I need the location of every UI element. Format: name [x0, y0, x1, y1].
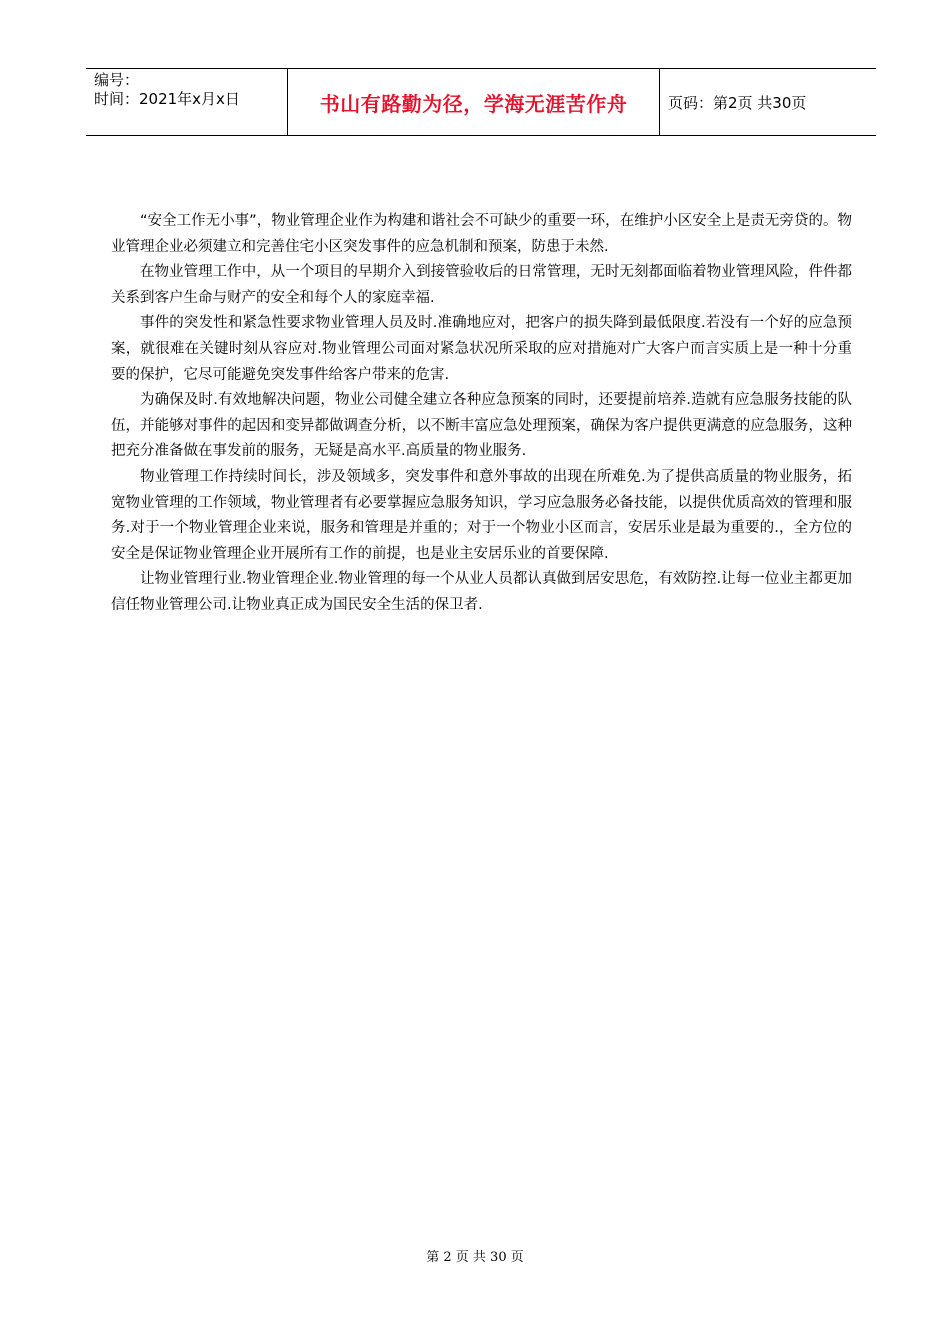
- body-paragraph: 事件的突发性和紧急性要求物业管理人员及时.准确地应对，把客户的损失降到最低限度.若没有一个好的应急预案，就很难在关键时刻从容应对.物业管理公司面对紧急状况所采取的应对措施对广大客户而言实质上是一种十分重要的保护，它尽可能避免突发事件给客户带来的危害.: [111, 315, 852, 383]
- document-number-label: 编号：: [94, 71, 140, 89]
- body-paragraph: 让物业管理行业.物业管理企业.物业管理的每一个从业人员都认真做到居安思危，有效防控.让每一位业主都更加信任物业管理公司.让物业真正成为国民安全生活的保卫者.: [111, 571, 852, 613]
- header-page-number: 页码：第2页 共30页: [668, 93, 807, 112]
- document-header: [86, 68, 876, 136]
- body-paragraph: 物业管理工作持续时间长，涉及领域多，突发事件和意外事故的出现在所难免.为了提供高质量的物业服务，拓宽物业管理的工作领域，物业管理者有必要掌握应急服务知识，学习应急服务必备技能，以提供优质高效的管理和服务.对于一个物业管理企业来说，服务和管理是并重的；对于一个物业小区而言，安居乐业是最为重要的.，全方位的安全是保证物业管理企业开展所有工作的前提，也是业主安居乐业的首要保障.: [111, 468, 852, 562]
- header-motto: 书山有路勤为径，学海无涯苦作舟: [287, 69, 660, 135]
- body-paragraph: 在物业管理工作中，从一个项目的早期介入到接管验收后的日常管理，无时无刻都面临着物业管理风险，件件都关系到客户生命与财产的安全和每个人的家庭幸福.: [111, 264, 852, 306]
- footer-page-number: 第 2 页 共 30 页: [426, 1250, 524, 1265]
- body-paragraph: “安全工作无小事”，物业管理企业作为构建和谐社会不可缺少的重要一环，在维护小区安全上是责无旁贷的。物业管理企业必须建立和完善住宅小区突发事件的应急机制和预案，防患于未然.: [111, 213, 852, 255]
- document-time-label: 时间：2021年x月x日: [94, 90, 240, 108]
- body-paragraph: 为确保及时.有效地解决问题，物业公司健全建立各种应急预案的同时，还要提前培养.造就有应急服务技能的队伍，并能够对事件的起因和变异都做调查分析，以不断丰富应急处理预案，确保为客户提供更满意的应急服务，这种把充分准备做在事发前的服务，无疑是高水平.高质量的物业服务.: [111, 392, 852, 460]
- header-info-cell: [86, 69, 287, 135]
- page-footer: [0, 1246, 950, 1265]
- document-body: [111, 209, 852, 619]
